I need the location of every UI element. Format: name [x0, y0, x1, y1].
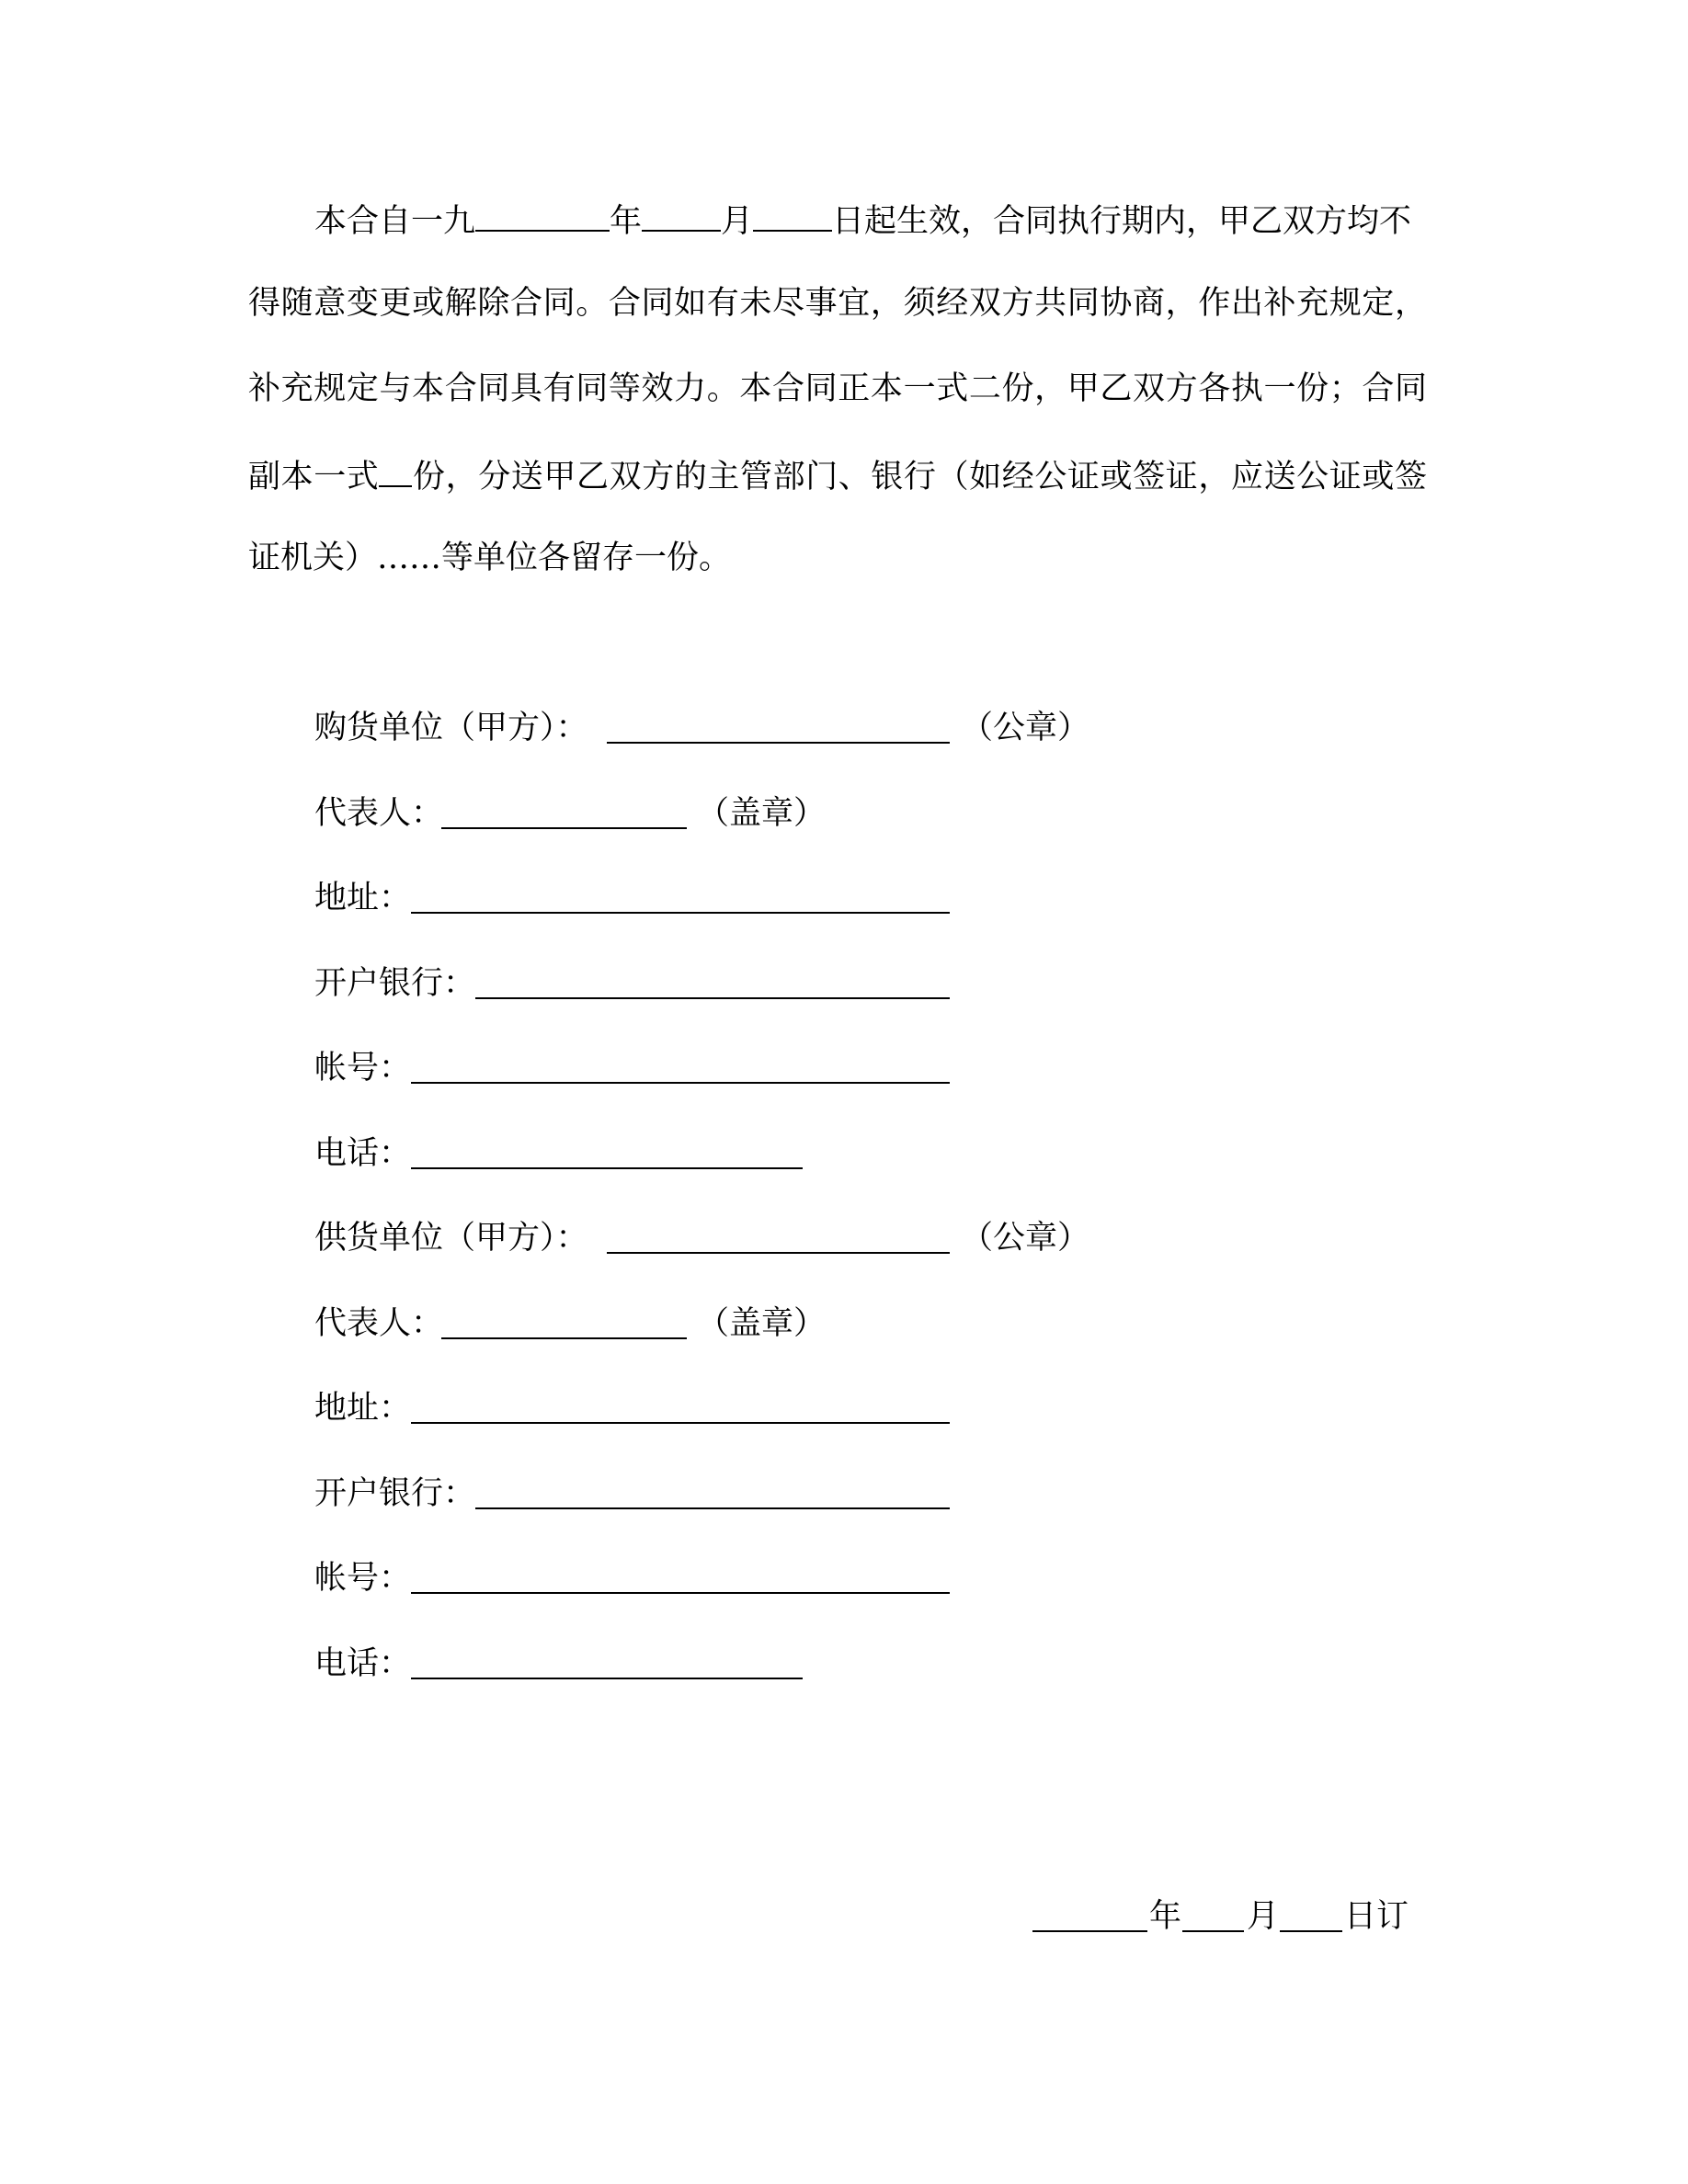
supplier-address-label: 地址：	[314, 1390, 412, 1427]
copies-blank[interactable]	[379, 452, 412, 487]
supplier-rep-label: 代表人：	[314, 1305, 444, 1342]
month-blank[interactable]	[642, 197, 721, 232]
text: 份，分送甲乙双方的主管部门、银行（如经公证或签证，应送公证或签	[412, 459, 1427, 495]
sign-year-field[interactable]	[1032, 1930, 1147, 1932]
supplier-account-field[interactable]	[411, 1592, 950, 1594]
supplier-unit-field[interactable]	[607, 1252, 950, 1254]
buyer-unit-seal: （公章）	[961, 710, 1090, 746]
buyer-bank-label: 开户银行：	[314, 965, 476, 1002]
buyer-address-label: 地址：	[314, 880, 412, 916]
sign-day-field[interactable]	[1280, 1930, 1342, 1932]
buyer-account-field[interactable]	[411, 1082, 950, 1084]
buyer-address-field[interactable]	[411, 912, 950, 914]
buyer-phone-field[interactable]	[411, 1167, 803, 1169]
paragraph-line-1	[314, 197, 1411, 239]
supplier-unit-seal: （公章）	[961, 1220, 1090, 1257]
paragraph-line-3: 补充规定与本合同具有同等效力。本合同正本一式二份，甲乙双方各执一份；合同	[248, 370, 1427, 407]
supplier-account-label: 帐号：	[314, 1560, 412, 1597]
text: 年	[610, 203, 643, 240]
text: 日起生效，合同执行期内，甲乙双方均不	[832, 203, 1412, 240]
paragraph-line-4	[248, 452, 1427, 495]
sign-year-label: 年	[1149, 1898, 1182, 1935]
supplier-bank-field[interactable]	[475, 1507, 950, 1509]
supplier-phone-label: 电话：	[314, 1645, 412, 1682]
sign-day-label: 日订	[1344, 1898, 1409, 1935]
buyer-phone-label: 电话：	[314, 1135, 412, 1172]
sign-month-field[interactable]	[1182, 1930, 1244, 1932]
buyer-rep-field[interactable]	[441, 827, 687, 829]
buyer-unit-label: 购货单位（甲方）：	[314, 710, 588, 746]
text: 月	[721, 203, 754, 240]
supplier-unit-label: 供货单位（甲方）：	[314, 1220, 588, 1257]
buyer-account-label: 帐号：	[314, 1050, 412, 1086]
year-blank[interactable]	[475, 197, 610, 232]
paragraph-line-2: 得随意变更或解除合同。合同如有未尽事宜，须经双方共同协商，作出补充规定，	[248, 285, 1427, 322]
buyer-rep-seal: （盖章）	[697, 795, 827, 832]
supplier-address-field[interactable]	[411, 1422, 950, 1424]
text: 副本一式	[248, 459, 380, 495]
day-blank[interactable]	[753, 197, 832, 232]
paragraph-line-5: 证机关）……等单位各留存一份。	[248, 540, 732, 576]
buyer-rep-label: 代表人：	[314, 795, 444, 832]
buyer-unit-field[interactable]	[607, 742, 950, 744]
supplier-rep-field[interactable]	[441, 1337, 687, 1339]
text: 本合自一九	[314, 203, 476, 240]
buyer-bank-field[interactable]	[475, 997, 950, 999]
supplier-phone-field[interactable]	[411, 1678, 803, 1679]
supplier-rep-seal: （盖章）	[697, 1305, 827, 1342]
supplier-bank-label: 开户银行：	[314, 1475, 476, 1512]
sign-month-label: 月	[1247, 1898, 1280, 1935]
